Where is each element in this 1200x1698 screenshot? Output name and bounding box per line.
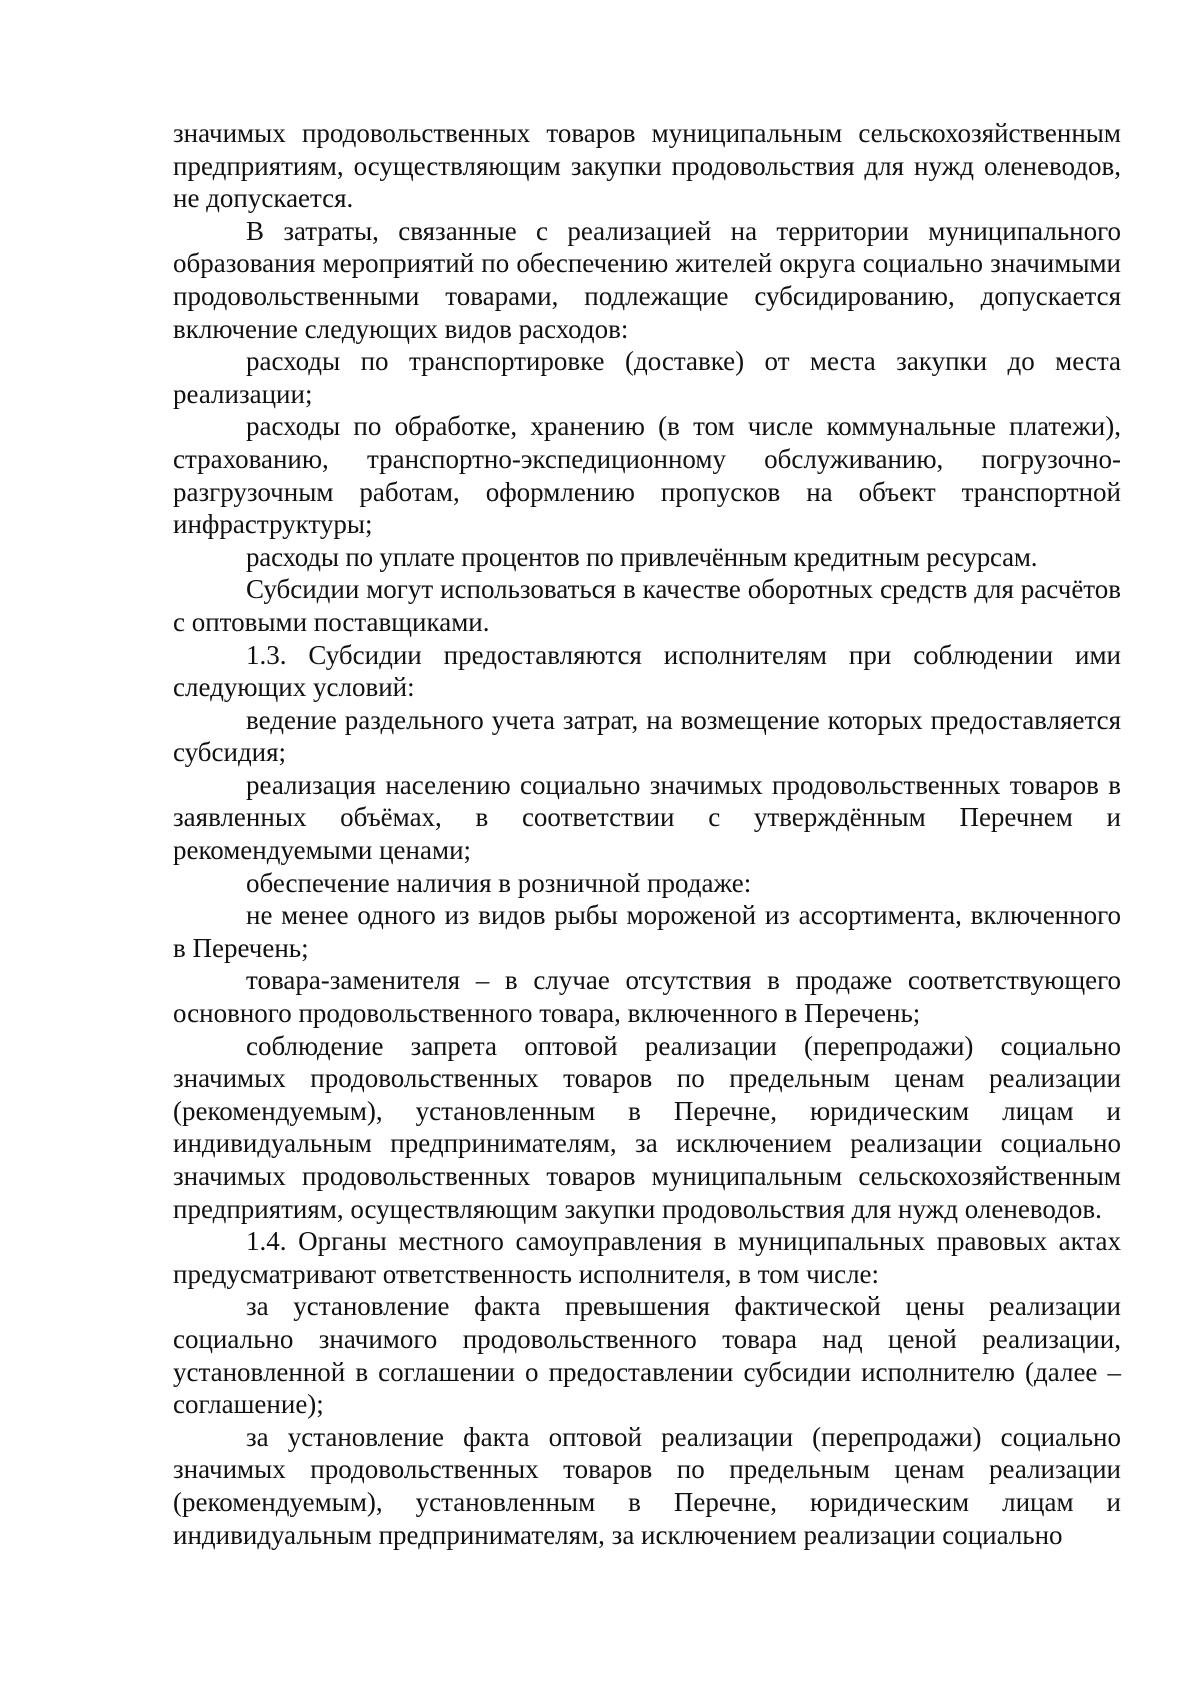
section-1-4-paragraph: 1.4. Органы местного самоуправления в муниципальных правовых актах предусматривают ответственность исполнителя, в том числе: xyxy=(173,1226,1121,1289)
paragraph: не менее одного из видов рыбы мороженой из ассортимента, включенного в Перечень; xyxy=(173,900,1121,963)
section-1-3-paragraph: 1.3. Субсидии предоставляются исполнителям при соблюдении ими следующих условий: xyxy=(173,639,1121,703)
paragraph: реализация населению социально значимых продовольственных товаров в заявленных объёмах, в соответствии с утверждённым Перечнем и рекомендуемыми ценами; xyxy=(173,769,1121,866)
paragraph: за установление факта превышения фактической цены реализации социально значимого продовольственного товара над ценой реализации, установленной в соглашении о предоставлении субсидии исполнителю (далее – соглашение); xyxy=(173,1291,1121,1420)
paragraph: за установление факта оптовой реализации (перепродажи) социально значимых продовольственных товаров по предельным ценам реализации (рекомендуемым), установленным в Перечне, юридическим лицам и индивидуальным предпринимателям, за исключением реализации социально xyxy=(173,1421,1121,1550)
paragraph: расходы по уплате процентов по привлечённым кредитным ресурсам. xyxy=(246,541,1038,572)
paragraph: расходы по обработке, хранению (в том числе коммунальные платежи), страхованию, транспортно-экспедиционному обслуживанию, погрузочно-разгрузочным работам, оформлению пропусков на объект транспортной инфраструктуры; xyxy=(173,411,1121,540)
paragraph: товара-заменителя – в случае отсутствия в продаже соответствующего основного продовольственного товара, включенного в Перечень; xyxy=(173,965,1121,1029)
paragraph: обеспечение наличия в розничной продаже: xyxy=(246,867,752,898)
paragraph: ведение раздельного учета затрат, на возмещение которых предоставляется субсидия; xyxy=(173,704,1121,768)
paragraph: Субсидии могут использоваться в качестве оборотных средств для расчётов с оптовыми поставщиками. xyxy=(173,574,1121,637)
paragraph: В затраты, связанные с реализацией на территории муниципального образования мероприятий по обеспечению жителей округа социально значимыми продовольственными товарами, подлежащие субсидированию, допускается включение следующих видов расходов: xyxy=(173,215,1121,344)
paragraph: соблюдение запрета оптовой реализации (перепродажи) социально значимых продовольственных товаров по предельным ценам реализации (рекомендуемым), установленным в Перечне, юридическим лицам и индивидуальным предпринимателям, за исключением реализации социально значимых продовольственных товаров муниципальным сельскохозяйственным предприятиям, осуществляющим закупки продовольствия для нужд оленеводов. xyxy=(173,1030,1121,1224)
paragraph: значимых продовольственных товаров муниципальным сельскохозяйственным предприятиям, осуществляющим закупки продовольствия для нужд оленеводов, не допускается. xyxy=(173,118,1121,214)
paragraph: расходы по транспортировке (доставке) от места закупки до места реализации; xyxy=(173,346,1121,409)
document-page xyxy=(173,117,1121,1551)
